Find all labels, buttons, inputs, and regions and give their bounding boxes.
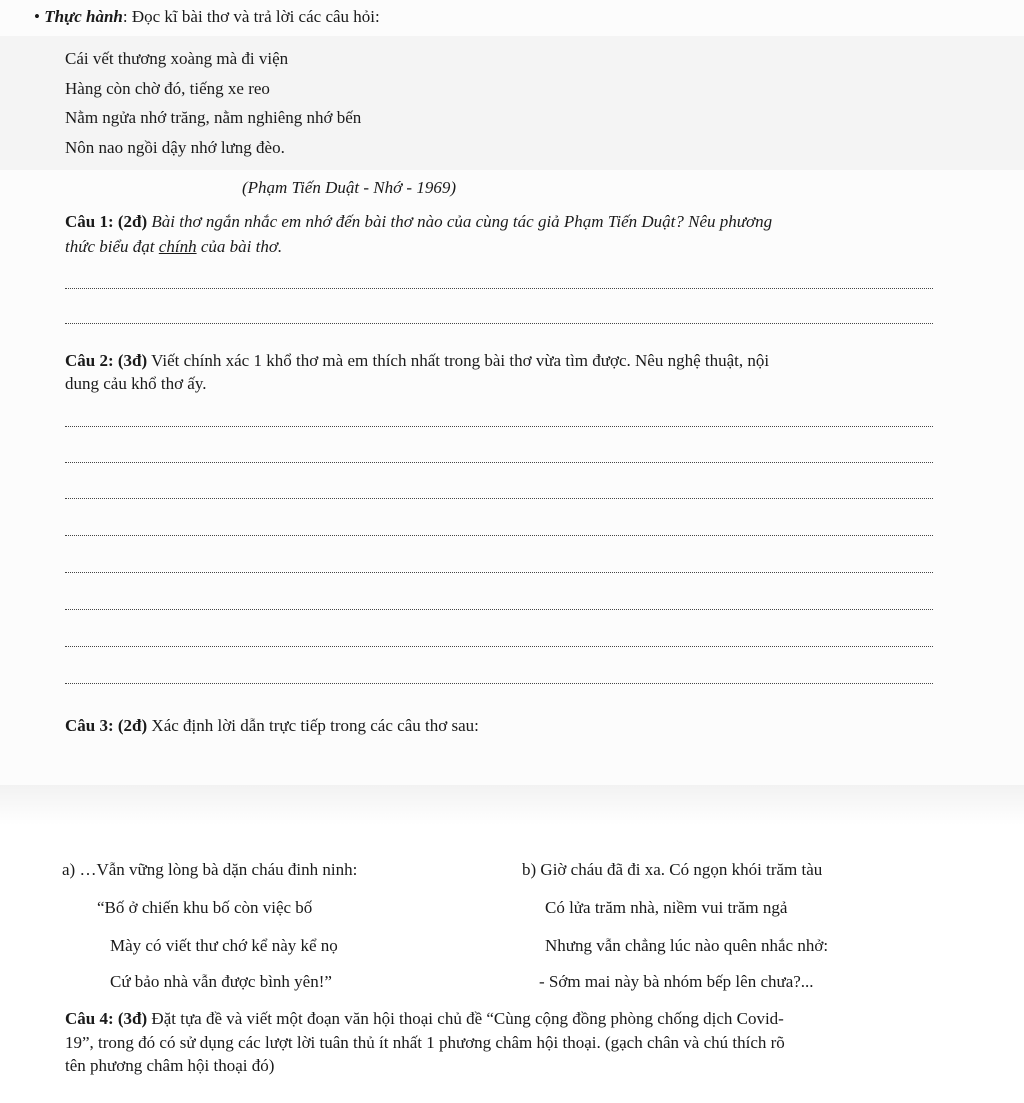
excerpt-b-line: - Sớm mai này bà nhóm bếp lên chưa?...	[539, 972, 814, 991]
question-1-line-2	[65, 236, 282, 258]
excerpt-b-line: Có lửa trăm nhà, niềm vui trăm ngả	[545, 898, 788, 917]
answer-line[interactable]	[65, 426, 933, 427]
poem-line: Nôn nao ngồi dậy nhớ lưng đèo.	[65, 138, 285, 157]
question-4-line-2: 19”, trong đó có sử dụng các lượt lời tuân thủ ít nhất 1 phương châm hội thoại. (gạch chân và chú thích rõ	[65, 1033, 785, 1052]
question-3-label: Câu 3: (2đ)	[65, 716, 148, 735]
question-1-label: Câu 1: (2đ)	[65, 212, 148, 231]
excerpt-a-line: Mày có viết thư chớ kể này kể nọ	[110, 936, 338, 955]
question-1-line-1	[65, 211, 772, 233]
poem-line: Cái vết thương xoàng mà đi viện	[65, 49, 289, 68]
poem-line: Nằm ngửa nhớ trăng, nằm nghiêng nhớ bến	[65, 108, 362, 127]
question-1-text: của bài thơ.	[196, 237, 283, 256]
excerpt-b-line: Nhưng vẫn chẳng lúc nào quên nhắc nhở:	[545, 936, 829, 955]
question-4-line-1	[65, 1008, 784, 1030]
page-gap	[0, 785, 1024, 825]
answer-line[interactable]	[65, 535, 933, 536]
question-3	[65, 715, 479, 737]
question-3-text: Xác định lời dẫn trực tiếp trong các câu thơ sau:	[147, 716, 479, 735]
answer-line[interactable]	[65, 572, 933, 573]
question-1-text: thức biểu đạt	[65, 237, 159, 256]
answer-line[interactable]	[65, 323, 933, 324]
poem-line: Hàng còn chờ đó, tiếng xe reo	[65, 79, 270, 98]
question-1-underlined-word: chính	[158, 237, 197, 256]
excerpt-a-line: Cứ bảo nhà vẫn được bình yên!”	[110, 972, 332, 991]
header-label: Thực hành	[44, 7, 123, 26]
answer-line[interactable]	[65, 683, 933, 684]
answer-line[interactable]	[65, 288, 933, 289]
poem-source: (Phạm Tiến Duật - Nhớ - 1969)	[242, 178, 457, 197]
question-4-label: Câu 4: (3đ)	[65, 1009, 148, 1028]
bullet: •	[34, 7, 40, 26]
question-2-line-1	[65, 350, 769, 372]
answer-line[interactable]	[65, 609, 933, 610]
excerpt-a-line: a) …Vẫn vững lòng bà dặn cháu đinh ninh:	[62, 860, 358, 879]
answer-line[interactable]	[65, 646, 933, 647]
question-4-line-3: tên phương châm hội thoại đó)	[65, 1056, 275, 1075]
question-2-line-2: dung cảu khổ thơ ấy.	[65, 374, 207, 393]
question-2-label: Câu 2: (3đ)	[65, 351, 148, 370]
excerpt-a-line: “Bố ở chiến khu bố còn việc bố	[97, 898, 313, 917]
header-instruction: : Đọc kĩ bài thơ và trả lời các câu hỏi:	[122, 7, 380, 26]
question-2-text: Viết chính xác 1 khổ thơ mà em thích nhất trong bài thơ vừa tìm được. Nêu nghệ thuật, nội	[147, 351, 770, 370]
header-line	[34, 6, 380, 28]
excerpt-b-line: b) Giờ cháu đã đi xa. Có ngọn khói trăm tàu	[522, 860, 823, 879]
question-1-text: Bài thơ ngắn nhắc em nhớ đến bài thơ nào của cùng tác giả Phạm Tiến Duật? Nêu phương	[147, 212, 773, 231]
answer-line[interactable]	[65, 498, 933, 499]
question-4-text: Đặt tựa đề và viết một đoạn văn hội thoại chủ đề “Cùng cộng đồng phòng chống dịch Covid-	[147, 1009, 784, 1028]
answer-line[interactable]	[65, 462, 933, 463]
